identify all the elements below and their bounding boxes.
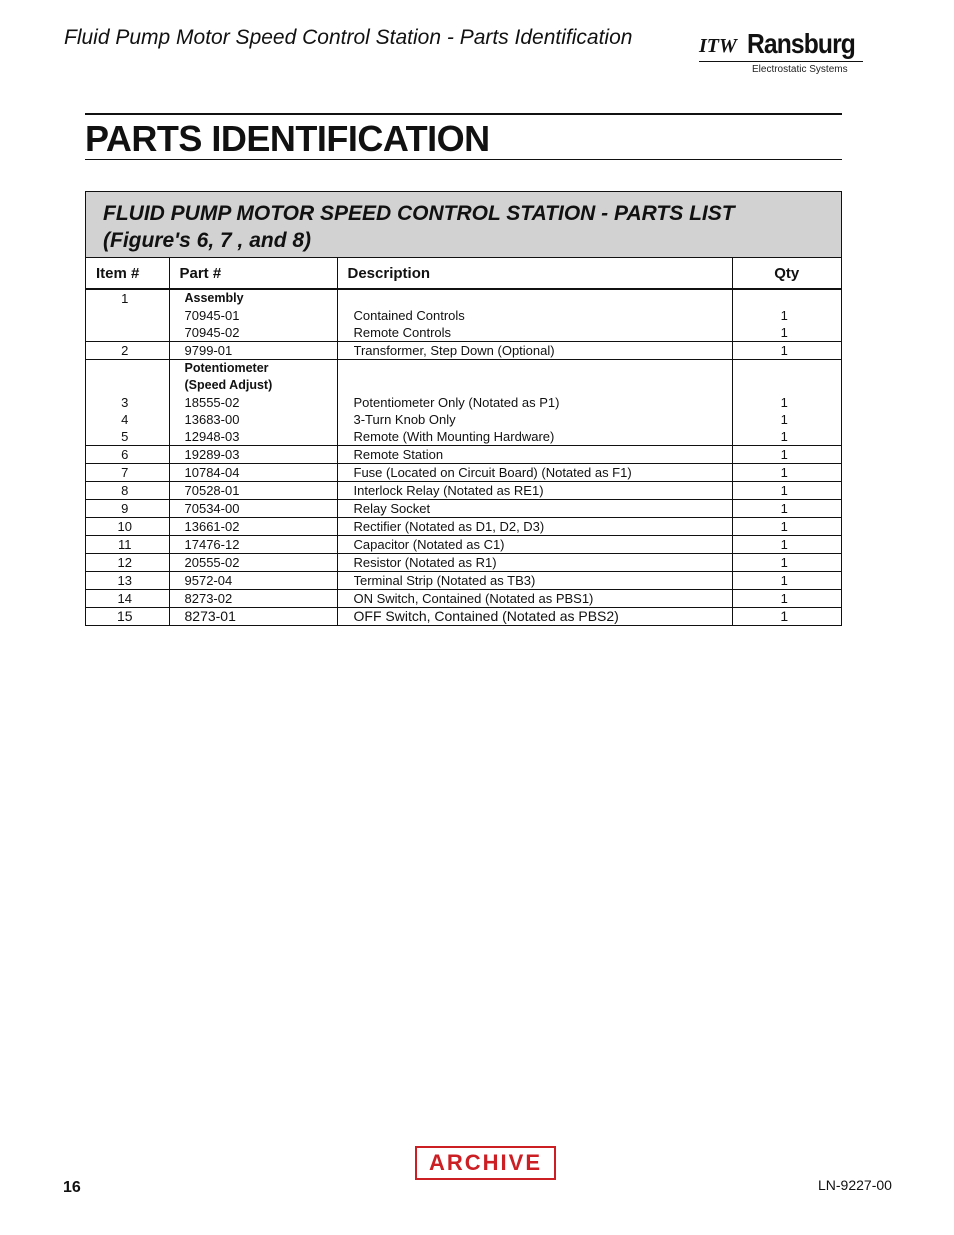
- cell-desc: [337, 446, 732, 464]
- cell-qty: [732, 572, 841, 590]
- cell-desc: [337, 608, 732, 626]
- cell-item: [86, 446, 169, 464]
- cell-item: [86, 536, 169, 554]
- cell-line: OFF Switch, Contained (Notated as PBS2): [353, 608, 619, 624]
- cell-line: Contained Controls: [353, 308, 465, 323]
- cell-line: 1: [780, 308, 788, 323]
- cell-line: 2: [121, 343, 129, 358]
- cell-desc: [337, 500, 732, 518]
- column-header-item: Item #: [86, 258, 169, 289]
- cell-line: Transformer, Step Down (Optional): [353, 343, 555, 358]
- parts-table: [86, 258, 841, 625]
- cell-item: [86, 500, 169, 518]
- cell-line: [354, 290, 732, 307]
- cell-item: [86, 464, 169, 482]
- table-row: [86, 464, 841, 482]
- cell-line: [354, 360, 732, 377]
- table-row: [86, 342, 841, 360]
- cell-desc: [337, 518, 732, 536]
- page-number: 16: [63, 1179, 81, 1196]
- parts-list-title: FLUID PUMP MOTOR SPEED CONTROL STATION - PARTS LIST: [103, 202, 735, 225]
- cell-qty: [732, 536, 841, 554]
- cell-line: 1: [780, 483, 788, 498]
- table-row: [86, 360, 841, 446]
- logo-brand: Ransburg: [747, 28, 855, 59]
- cell-qty: [732, 500, 841, 518]
- cell-line: 1: [780, 501, 788, 516]
- table-row: [86, 572, 841, 590]
- table-header-row: [86, 258, 841, 289]
- cell-line: 10: [117, 519, 132, 534]
- cell-part: [169, 464, 337, 482]
- cell-qty: [732, 608, 841, 626]
- cell-desc: [337, 536, 732, 554]
- cell-line: 70528-01: [184, 483, 240, 498]
- cell-line: Resistor (Notated as R1): [353, 555, 497, 570]
- cell-line: 1: [780, 325, 788, 340]
- parts-list-banner: [86, 192, 841, 258]
- cell-part: [169, 289, 337, 342]
- cell-line: [354, 377, 732, 394]
- cell-line: Remote Controls: [353, 325, 452, 340]
- cell-line: 13661-02: [184, 519, 240, 534]
- cell-line: Assembly: [184, 291, 244, 305]
- cell-line: 1: [121, 291, 129, 306]
- cell-line: 1: [780, 395, 788, 410]
- cell-line: 3-Turn Knob Only: [353, 412, 456, 427]
- cell-item: [86, 360, 169, 446]
- cell-line: 11: [118, 537, 132, 552]
- cell-line: Potentiometer Only (Notated as P1): [353, 395, 560, 410]
- cell-line: (Speed Adjust): [184, 378, 273, 392]
- cell-line: [733, 290, 837, 307]
- cell-line: 1: [780, 343, 788, 358]
- cell-line: 1: [780, 447, 788, 462]
- cell-part: [169, 572, 337, 590]
- cell-line: 14: [117, 591, 132, 606]
- header-title: Fluid Pump Motor Speed Control Station - Parts Identification: [64, 26, 633, 49]
- cell-part: [169, 342, 337, 360]
- title-rule-bottom: [85, 159, 842, 160]
- column-header-description: Description: [337, 258, 732, 289]
- table-row: [86, 289, 841, 342]
- cell-line: Fuse (Located on Circuit Board) (Notated as F1): [353, 465, 632, 480]
- cell-line: 1: [780, 519, 788, 534]
- cell-line: 10784-04: [184, 465, 240, 480]
- cell-line: Relay Socket: [353, 501, 431, 516]
- table-row: [86, 590, 841, 608]
- table-row: [86, 500, 841, 518]
- column-header-part: Part #: [169, 258, 337, 289]
- parts-list-subtitle: (Figure's 6, 7 , and 8): [103, 229, 312, 252]
- cell-part: [169, 536, 337, 554]
- logo-prefix: ITW: [699, 35, 737, 57]
- cell-line: 8: [121, 483, 129, 498]
- cell-line: [86, 307, 164, 324]
- cell-desc: [337, 554, 732, 572]
- cell-qty: [732, 342, 841, 360]
- cell-desc: [337, 590, 732, 608]
- cell-line: 1: [780, 412, 788, 427]
- cell-line: [733, 377, 837, 394]
- cell-line: 8273-01: [184, 608, 236, 624]
- cell-qty: [732, 590, 841, 608]
- cell-item: [86, 554, 169, 572]
- cell-item: [86, 518, 169, 536]
- cell-desc: [337, 360, 732, 446]
- document-number: LN-9227-00: [818, 1177, 892, 1193]
- cell-desc: [337, 289, 732, 342]
- cell-item: [86, 572, 169, 590]
- cell-item: [86, 342, 169, 360]
- table-row: [86, 446, 841, 464]
- cell-line: 1: [780, 573, 788, 588]
- cell-line: 1: [780, 465, 788, 480]
- table-row: [86, 554, 841, 572]
- cell-line: 15: [116, 608, 133, 624]
- title-rule-top: [85, 113, 842, 115]
- cell-part: [169, 360, 337, 446]
- cell-line: 1: [780, 555, 788, 570]
- cell-line: 3: [121, 395, 129, 410]
- cell-line: 7: [121, 465, 129, 480]
- table-row: [86, 518, 841, 536]
- cell-item: [86, 590, 169, 608]
- cell-desc: [337, 482, 732, 500]
- cell-line: Rectifier (Notated as D1, D2, D3): [353, 519, 545, 534]
- cell-part: [169, 608, 337, 626]
- cell-line: 13: [117, 573, 132, 588]
- cell-line: 18555-02: [184, 395, 240, 410]
- cell-line: [86, 324, 164, 341]
- cell-line: Potentiometer: [184, 361, 269, 375]
- cell-line: 70945-02: [184, 325, 240, 340]
- cell-line: 70945-01: [184, 308, 240, 323]
- cell-line: Capacitor (Notated as C1): [353, 537, 505, 552]
- cell-line: [733, 360, 837, 377]
- cell-desc: [337, 342, 732, 360]
- cell-line: ON Switch, Contained (Notated as PBS1): [353, 591, 594, 606]
- archive-stamp: ARCHIVE: [415, 1146, 556, 1180]
- table-body: [86, 289, 841, 625]
- cell-line: 6: [121, 447, 129, 462]
- cell-line: 5: [121, 429, 129, 444]
- cell-line: 70534-00: [184, 501, 240, 516]
- cell-part: [169, 446, 337, 464]
- page-title: PARTS IDENTIFICATION: [85, 118, 490, 159]
- cell-item: [86, 289, 169, 342]
- cell-line: 20555-02: [184, 555, 240, 570]
- cell-line: 9572-04: [184, 573, 233, 588]
- cell-line: 19289-03: [184, 447, 240, 462]
- cell-qty: [732, 360, 841, 446]
- cell-line: 1: [780, 429, 788, 444]
- cell-desc: [337, 572, 732, 590]
- cell-line: 12948-03: [184, 429, 240, 444]
- cell-line: 9799-01: [184, 343, 233, 358]
- cell-part: [169, 590, 337, 608]
- cell-qty: [732, 446, 841, 464]
- cell-item: [86, 482, 169, 500]
- cell-part: [169, 518, 337, 536]
- cell-part: [169, 554, 337, 572]
- cell-item: [86, 608, 169, 626]
- table-row: [86, 482, 841, 500]
- cell-line: 1: [780, 591, 788, 606]
- cell-line: Remote (With Mounting Hardware): [353, 429, 555, 444]
- cell-qty: [732, 464, 841, 482]
- cell-part: [169, 482, 337, 500]
- cell-qty: [732, 518, 841, 536]
- cell-line: 9: [121, 501, 129, 516]
- cell-line: 4: [121, 412, 129, 427]
- cell-desc: [337, 464, 732, 482]
- cell-line: 1: [780, 537, 788, 552]
- cell-qty: [732, 554, 841, 572]
- cell-qty: [732, 482, 841, 500]
- column-header-qty: Qty: [732, 258, 841, 289]
- cell-line: Terminal Strip (Notated as TB3): [353, 573, 536, 588]
- cell-line: 1: [780, 608, 789, 624]
- cell-line: Interlock Relay (Notated as RE1): [353, 483, 544, 498]
- logo-tagline: Electrostatic Systems: [752, 64, 848, 75]
- cell-qty: [732, 289, 841, 342]
- cell-line: 17476-12: [184, 537, 240, 552]
- cell-line: 8273-02: [184, 591, 233, 606]
- cell-line: Remote Station: [353, 447, 444, 462]
- table-row: [86, 536, 841, 554]
- cell-line: 13683-00: [184, 412, 240, 427]
- logo-rule: [699, 61, 863, 62]
- table-row: [86, 608, 841, 626]
- cell-part: [169, 500, 337, 518]
- parts-list-table: [85, 191, 842, 626]
- cell-line: [86, 377, 164, 394]
- cell-line: 12: [117, 555, 132, 570]
- itw-ransburg-logo: [697, 25, 867, 80]
- cell-line: [86, 360, 164, 377]
